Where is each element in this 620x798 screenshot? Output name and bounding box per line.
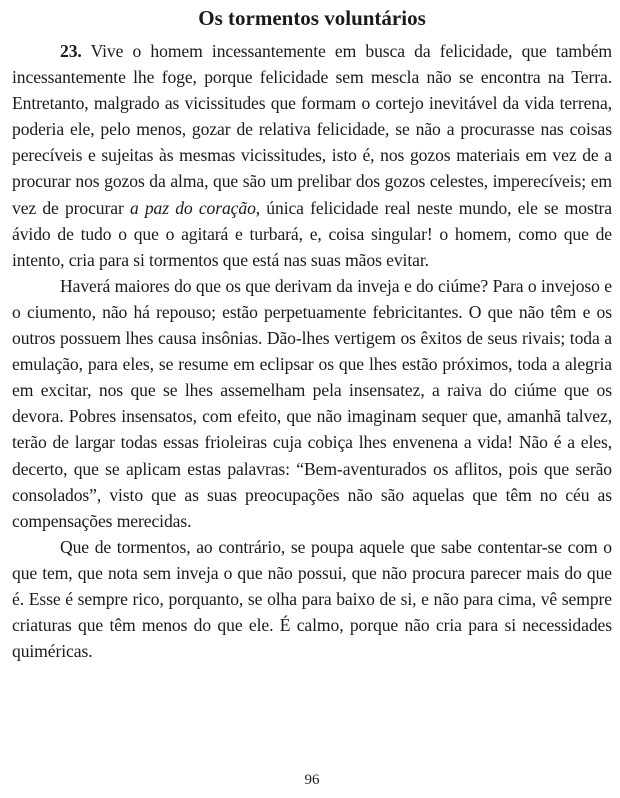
paragraph-text-end: , única felicidade real neste mundo, ele se mostra ávido de tudo o que o agitará e turbará, e, coisa singular! o homem, como que de intento, cria para si tormentos que está nas suas mãos evitar. [12, 197, 612, 270]
body-text [12, 38, 612, 664]
paragraph-23 [12, 38, 612, 273]
section-title: Os tormentos voluntários [198, 6, 426, 30]
paragraph-number: 23. [60, 41, 82, 61]
page-number: 96 [304, 772, 320, 788]
italic-phrase: a paz do coração [129, 197, 256, 218]
paragraph-envy: Haverá maiores do que os que derivam da inveja e do ciúme? Para o invejoso e o ciumento, não há repouso; estão perpetuamente febricitantes. O que não têm e os outros possuem lhes causa insônias. Dão-lhes vertigem os êxitos de seus rivais; toda a emulação, para eles, se resume em eclipsar os que lhes estão próximos, toda a alegria em excitar, nos que se lhes assemelham pela insensatez, a raiva do ciúme que os devora. Pobres insensatos, com efeito, que não imaginam sequer que, amanhã talvez, terão de largar todas essas frioleiras cuja cobiça lhes envenena a vida! Não é a eles, decerto, que se aplicam estas palavras: “Bem-aventurados os aflitos, pois que serão consolados”, visto que as suas preocupações não são aquelas que têm no céu as compensações merecidas. [12, 275, 612, 531]
book-page [12, 0, 612, 798]
paragraph-text-start: Vive o homem incessantemente em busca da felicidade, que também incessantemente lhe foge, porque felicidade sem mescla não se encontra na Terra. Entretanto, malgrado as vicissitudes que formam o cortejo inevitável da vida terrena, poderia ele, pelo menos, gozar de relativa felicidade, se não a procurasse nas coisas perecíveis e sujeitas às mesmas vicissitudes, isto é, nos gozos materiais em vez de a procurar nos gozos da alma, que são um prelibar dos gozos celestes, imperecíveis; em vez de procurar [12, 41, 612, 218]
paragraph-contentment: Que de tormentos, ao contrário, se poupa aquele que sabe contentar-se com o que tem, que nota sem inveja o que não possui, que não procura parecer mais do que é. Esse é sempre rico, porquanto, se olha para baixo de si, e não para cima, vê sempre criaturas que têm menos do que ele. É calmo, porque não cria para si necessidades quiméricas. [12, 536, 612, 662]
